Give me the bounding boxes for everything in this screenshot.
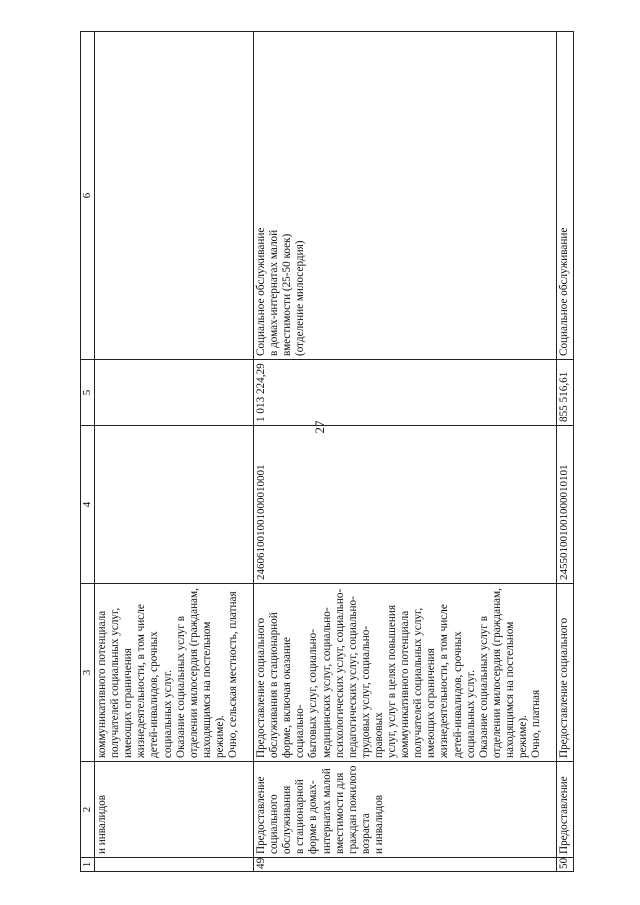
registry-code [95,426,254,584]
page-number: 27 [312,420,327,434]
cost-amount: 1 013 224,29 [254,360,557,426]
column-header-2: 2 [81,762,95,858]
services-table [80,31,574,872]
rotated-document [80,32,580,872]
service-description: коммуникативного потенциала получателей социальных услуг, имеющих ограничения жизнедеятельности, в том числе детей-инвалидов, срочных социальных услуг. Оказание социальных услуг в отделении милосердия (гражданам, находящимся на постельном режиме). Очно, сельская местность, платная [95,584,254,762]
column-header-4: 4 [81,426,95,584]
column-header-3: 3 [81,584,95,762]
service-name: и инвалидов [95,762,254,858]
service-name: Предоставление [557,762,574,858]
service-description: Предоставление социального обслуживания в стационарной форме, включая оказание социально- бытовых услуг, социально- медицинских услуг, социально- психологических услуг, социально- педагогических услуг, социально- трудовых услуг, социально-правовых услуг, услуг в целях повышения коммуникативного потенциала получателей социальных услуг, имеющих ограничения жизнедеятельности, в том числе детей-инвалидов, срочных социальных услуг. Оказание социальных услуг в отделении милосердия (гражданам, находящимся на постельном режиме). Очно, платная [254,584,557,762]
cost-amount: 855 516,61 [557,360,574,426]
service-category: Социальное обслуживание в домах-интернатах малой вместимости (25-50 коек) (отделение милосердия) [254,32,557,360]
column-header-5: 5 [81,360,95,426]
registry-code: 245501001001000010101 [557,426,574,584]
table-row [557,32,574,872]
row-number [95,858,254,872]
header-row [81,32,95,872]
column-header-6: 6 [81,32,95,360]
table-row [95,32,254,872]
registry-code: 246061001001000010001 [254,426,557,584]
row-number: 50 [557,858,574,872]
table-row [254,32,557,872]
cost-amount [95,360,254,426]
service-description: Предоставление социального [557,584,574,762]
column-header-1: 1 [81,858,95,872]
service-category: Социальное обслуживание [557,32,574,360]
service-name: Предоставление социального обслуживания в стационарной форме в домах- интернатах малой вместимости для граждан пожилого возраста и инвалидов [254,762,557,858]
row-number: 49 [254,858,557,872]
service-category [95,32,254,360]
